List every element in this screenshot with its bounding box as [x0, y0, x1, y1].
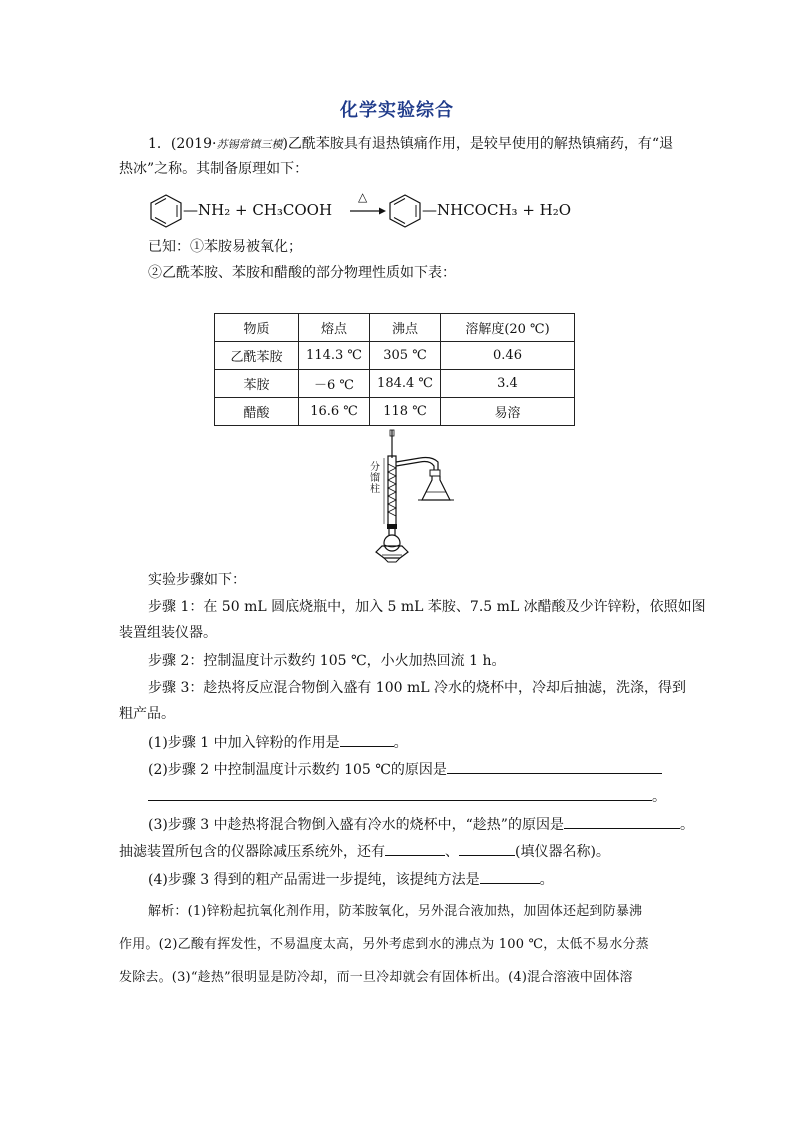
answer-blank[interactable] [447, 759, 662, 774]
subquestion-3-text: (3)步骤 3 中趁热将混合物倒入盛有冷水的烧杯中，“趁热”的原因是 [148, 817, 564, 833]
reaction-arrow-icon [350, 206, 386, 216]
reaction-equation [146, 192, 606, 230]
heat-condition: △ [358, 190, 368, 204]
reactants: —NH₂ + CH₃COOH [183, 201, 333, 219]
step2: 步骤 2：控制温度计示数约 105 ℃，小火加热回流 1 h。 [148, 653, 506, 669]
subquestion-3-line2 [119, 841, 610, 863]
benzene-ring-icon [146, 192, 186, 228]
subquestion-2 [148, 759, 662, 781]
answer-blank[interactable] [480, 869, 540, 884]
benzene-ring-icon [385, 192, 425, 228]
subquestion-3-text3: (填仪器名称)。 [515, 844, 610, 860]
table-cell: 16.6 ℃ [299, 398, 370, 426]
table-cell: 3.4 [441, 370, 575, 398]
subquestion-1-text: (1)步骤 1 中加入锌粉的作用是 [148, 735, 340, 751]
question-intro-line2: 热冰”之称。其制备原理如下： [119, 161, 309, 177]
question-number: 1．(2019· [148, 136, 217, 152]
subquestion-4-text: (4)步骤 3 得到的粗产品需进一步提纯，该提纯方法是 [148, 872, 480, 888]
distillation-apparatus-icon [360, 428, 460, 563]
subquestion-4 [148, 869, 554, 891]
page-title: 化学实验综合 [340, 100, 454, 121]
subquestion-2-text: (2)步骤 2 中控制温度计示数约 105 ℃的原因是 [148, 762, 447, 778]
table-cell: 305 ℃ [370, 342, 441, 370]
question-intro [148, 133, 673, 156]
table-header: 沸点 [370, 314, 441, 342]
table-cell: 乙酰苯胺 [215, 342, 299, 370]
known-line1: 已知：①苯胺易被氧化； [148, 239, 302, 255]
subquestion-3-text2: 抽滤装置所包含的仪器除减压系统外，还有 [119, 844, 385, 860]
apparatus-diagram [360, 428, 460, 563]
answer-blank[interactable] [340, 732, 394, 747]
period: 。 [393, 735, 408, 751]
period: 。 [652, 789, 666, 805]
steps-heading: 实验步骤如下： [148, 572, 246, 588]
table-header: 物质 [215, 314, 299, 342]
table-cell: 易溶 [441, 398, 575, 426]
answer-blank[interactable] [148, 786, 652, 801]
step3-line2: 粗产品。 [119, 706, 175, 722]
subquestion-3 [148, 814, 694, 836]
table-row [215, 370, 575, 398]
step1-line1: 步骤 1：在 50 mL 圆底烧瓶中，加入 5 mL 苯胺、7.5 mL 冰醋酸及少许锌粉，依照如图 [148, 599, 706, 615]
separator: 、 [445, 844, 459, 860]
column-label: 分馏柱 [370, 462, 380, 495]
table-cell: 184.4 ℃ [370, 370, 441, 398]
analysis-line3: 发除去。(3)“趁热”很明显是防冷却，而一旦冷却就会有固体析出。(4)混合溶液中固体溶 [119, 970, 633, 985]
answer-blank[interactable] [564, 814, 680, 829]
table-cell: －6 ℃ [299, 370, 370, 398]
subquestion-2-line2 [148, 786, 666, 808]
table-header: 溶解度(20 ℃) [441, 314, 575, 342]
table-row [215, 342, 575, 370]
table-cell: 114.3 ℃ [299, 342, 370, 370]
period: 。 [679, 817, 694, 833]
step1-line2: 装置组装仪器。 [119, 625, 217, 641]
table-cell: 醋酸 [215, 398, 299, 426]
products: —NHCOCH₃ + H₂O [422, 201, 572, 219]
table-header-row [215, 314, 575, 342]
question-source: 苏锡常镇三模 [216, 138, 283, 151]
analysis-line2: 作用。(2)乙酸有挥发性，不易温度太高，另外考虑到水的沸点为 100 ℃，太低不易水分蒸 [119, 937, 649, 952]
table-header: 熔点 [299, 314, 370, 342]
question-intro-text: )乙酰苯胺具有退热镇痛作用，是较早使用的解热镇痛药，有“退 [282, 136, 674, 152]
answer-blank[interactable] [459, 841, 515, 856]
table-cell: 118 ℃ [370, 398, 441, 426]
table-cell: 苯胺 [215, 370, 299, 398]
known-line2: ②乙酰苯胺、苯胺和醋酸的部分物理性质如下表： [148, 265, 456, 281]
answer-blank[interactable] [385, 841, 445, 856]
table-row [215, 398, 575, 426]
step3-line1: 步骤 3：趁热将反应混合物倒入盛有 100 mL 冷水的烧杯中，冷却后抽滤，洗涤，得到 [148, 680, 686, 696]
subquestion-1 [148, 732, 408, 754]
period: 。 [539, 872, 554, 888]
properties-table [214, 313, 575, 426]
table-cell: 0.46 [441, 342, 575, 370]
analysis-line1: 解析：(1)锌粉起抗氧化剂作用，防苯胺氧化，另外混合液加热，加固体还起到防暴沸 [148, 904, 643, 919]
